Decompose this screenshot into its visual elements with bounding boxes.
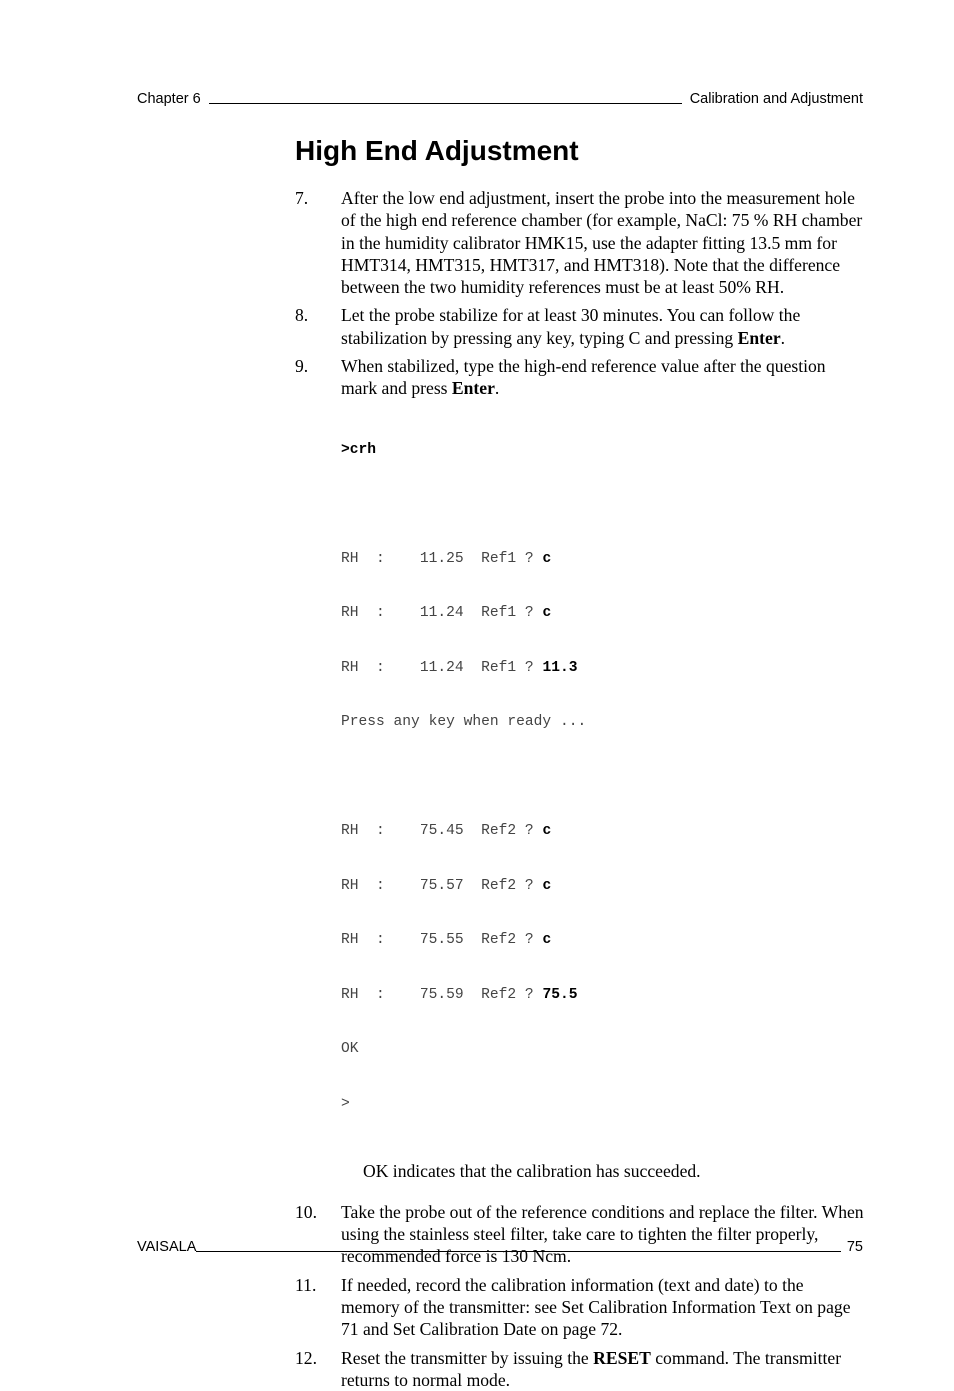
terminal-input: 75.5	[542, 986, 578, 1003]
page-header	[137, 90, 863, 108]
step-number: 9.	[295, 356, 309, 377]
header-rule	[209, 103, 682, 104]
header-section: Calibration and Adjustment	[689, 91, 863, 107]
step-12	[295, 1347, 865, 1391]
terminal-ok: OK	[341, 1041, 359, 1058]
page-title: High End Adjustment	[295, 135, 579, 166]
terminal-input: c	[542, 822, 552, 839]
header-chapter: Chapter 6	[137, 91, 201, 107]
step-text: After the low end adjustment, insert the probe into the measurement hole of the high end reference chamber (for example, NaCl: 75 % RH chamber in the humidity calibrator HMK15, use the adapter fitting 13.5 mm for HMT314, HMT315, HMT317, and HMT318). Note that the difference between the two humidity references must be at least 50% RH.	[341, 188, 863, 298]
step-number: 12.	[295, 1347, 317, 1368]
terminal-line	[341, 822, 865, 840]
calibration-note: OK indicates that the calibration has succeeded.	[363, 1160, 701, 1181]
step-8	[295, 304, 865, 349]
terminal-input: c	[542, 605, 552, 622]
terminal-input: c	[542, 550, 552, 567]
terminal-input: 11.3	[542, 659, 578, 676]
terminal-blank-line	[341, 496, 865, 514]
terminal-input: c	[542, 932, 552, 949]
step-number: 8.	[295, 305, 309, 326]
terminal-line	[341, 931, 865, 949]
step-number: 10.	[295, 1201, 317, 1222]
step-text: When stabilized, type the high-end reference value after the question mark and press	[341, 356, 826, 399]
step-text: Reset the transmitter by issuing the	[341, 1347, 594, 1368]
footer-company: VAISALA	[137, 1239, 197, 1255]
page-number: 75	[846, 1239, 863, 1255]
footer-rule	[196, 1251, 840, 1252]
step-number: 11.	[295, 1274, 317, 1295]
step-body	[341, 1347, 865, 1391]
step-body	[341, 304, 865, 349]
step-text: Let the probe stabilize for at least 30 minutes. You can follow the stabilization by pressing any key, typing C and pressing	[341, 305, 801, 348]
terminal-line	[341, 986, 865, 1004]
step-body	[341, 355, 865, 400]
terminal-input: c	[542, 877, 552, 894]
step-9	[295, 355, 865, 400]
step-text: Take the probe out of the reference conditions and replace the filter. When using the stainless steel filter, take care to tighten the filter properly, recommended force is 130 Ncm.	[341, 1201, 864, 1267]
step-11	[295, 1274, 865, 1341]
terminal-line	[341, 877, 865, 895]
step-10	[295, 1201, 865, 1268]
step-text-end: .	[494, 378, 500, 399]
terminal-command: >crh	[341, 442, 377, 459]
terminal-output: RH : 75.45 Ref2 ?	[341, 822, 543, 839]
step-text-end: .	[780, 327, 786, 348]
terminal-blank-line	[341, 768, 865, 786]
terminal-output: RH : 75.59 Ref2 ?	[341, 986, 543, 1003]
terminal-prompt: Press any key when ready ...	[341, 714, 587, 731]
steps-list	[295, 187, 865, 1391]
terminal-cursor: >	[341, 1095, 350, 1112]
terminal-output: RH : 11.24 Ref1 ?	[341, 605, 543, 622]
step-7	[295, 187, 865, 298]
terminal-output: RH : 11.25 Ref1 ?	[341, 550, 543, 567]
terminal-line	[341, 604, 865, 622]
terminal-session	[341, 405, 865, 1150]
terminal-line	[341, 550, 865, 568]
step-number: 7.	[295, 188, 309, 208]
step-text-end: command. The transmitter returns to normal mode.	[341, 1347, 842, 1390]
terminal-output: RH : 75.55 Ref2 ?	[341, 932, 543, 949]
step-text: If needed, record the calibration information (text and date) to the memory of the transmitter: see Set Calibration Information Text on page 71 and Set Calibration Date on page 72.	[341, 1274, 851, 1340]
terminal-output: RH : 11.24 Ref1 ?	[341, 659, 543, 676]
key-name: Enter	[451, 378, 495, 399]
key-name: Enter	[737, 327, 781, 348]
terminal-line	[341, 659, 865, 677]
command-name: RESET	[593, 1347, 651, 1368]
page-footer	[137, 1238, 863, 1256]
terminal-output: RH : 75.57 Ref2 ?	[341, 877, 543, 894]
